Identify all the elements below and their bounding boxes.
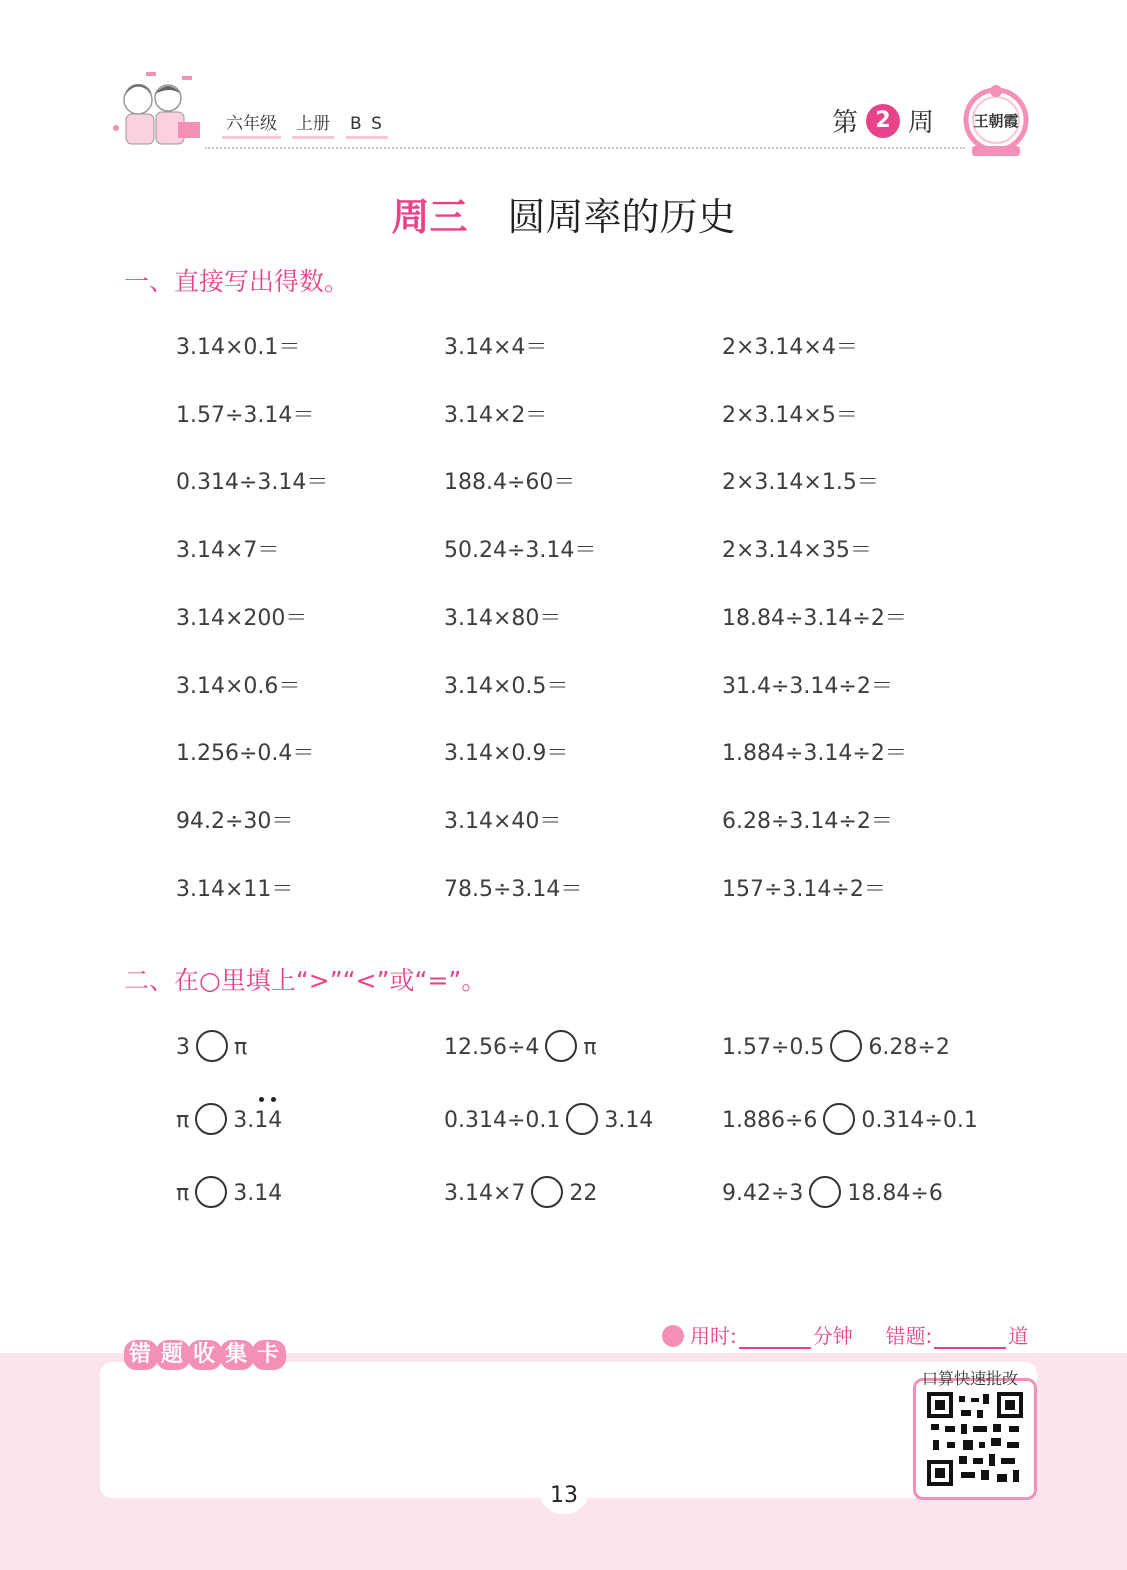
compare-right: 3.14 [233, 1181, 283, 1206]
time-blank[interactable] [739, 1327, 811, 1349]
answer-circle[interactable] [830, 1030, 862, 1062]
brand-logo [962, 82, 1030, 158]
card-label-char: 集 [220, 1340, 254, 1370]
compare-right: 0.314÷0.1 [861, 1108, 978, 1133]
title-day: 周三 [391, 195, 468, 239]
answer-circle[interactable] [566, 1103, 598, 1135]
compare-right: 22 [569, 1181, 598, 1206]
week-prefix: 第 [832, 108, 859, 138]
section2-title: 二、在○里填上“>”“<”或“=”。 [124, 966, 487, 995]
calc-problem: 78.5÷3.14＝ [444, 877, 583, 902]
answer-circle[interactable] [531, 1176, 563, 1208]
compare-problem [176, 1032, 247, 1064]
calc-problem: 0.314÷3.14＝ [176, 470, 329, 495]
compare-problem [176, 1178, 282, 1210]
error-collection-label [124, 1340, 284, 1372]
answer-circle[interactable] [195, 1176, 227, 1208]
compare-left: 3.14×7 [444, 1181, 526, 1206]
compare-problem [722, 1032, 950, 1064]
calc-problem: 31.4÷3.14÷2＝ [722, 674, 893, 699]
answer-circle[interactable] [195, 1103, 227, 1135]
repeat-dot [259, 1097, 264, 1102]
compare-right: 6.28÷2 [868, 1035, 950, 1060]
calc-problem: 3.14×0.9＝ [444, 741, 569, 766]
title-topic: 圆周率的历史 [507, 195, 736, 239]
compare-left: 1.886÷6 [722, 1108, 818, 1133]
errors-blank[interactable] [934, 1327, 1006, 1349]
calc-problem: 3.14×11＝ [176, 877, 294, 902]
compare-problem [176, 1105, 282, 1137]
compare-right: π [234, 1035, 248, 1060]
compare-left: π [176, 1181, 190, 1206]
calc-problem: 1.256÷0.4＝ [176, 741, 315, 766]
time-unit: 分钟 [812, 1324, 853, 1348]
week-suffix: 周 [908, 108, 935, 138]
calc-problem: 18.84÷3.14÷2＝ [722, 606, 907, 631]
card-label-char: 卡 [252, 1340, 286, 1370]
calc-problem: 3.14×80＝ [444, 606, 562, 631]
answer-circle[interactable] [809, 1176, 841, 1208]
qr-code-icon [919, 1384, 1031, 1494]
compare-right: 3.14 [604, 1108, 654, 1133]
compare-left: 3 [176, 1035, 190, 1060]
calc-problem: 2×3.14×5＝ [722, 403, 858, 428]
edition-label: B S [346, 112, 388, 139]
compare-problem [444, 1032, 597, 1064]
compare-problem [722, 1105, 978, 1137]
compare-left: π [176, 1108, 190, 1133]
repeat-dot [271, 1097, 276, 1102]
calc-problem: 1.57÷3.14＝ [176, 403, 315, 428]
calc-problem: 3.14×0.5＝ [444, 674, 569, 699]
volume-label: 上册 [292, 112, 334, 139]
compare-right: π [583, 1035, 597, 1060]
week-indicator [832, 102, 934, 141]
calc-problem: 6.28÷3.14÷2＝ [722, 809, 893, 834]
brand-logo-text: 王朝霞 [973, 112, 1019, 130]
calc-problem: 3.14×7＝ [176, 538, 280, 563]
calc-problem: 3.14×0.6＝ [176, 674, 301, 699]
calc-problem: 157÷3.14÷2＝ [722, 877, 886, 902]
calc-problem: 3.14×2＝ [444, 403, 548, 428]
stopwatch-icon [662, 1325, 684, 1347]
calc-problem: 188.4÷60＝ [444, 470, 576, 495]
errors-unit: 道 [1008, 1324, 1029, 1348]
compare-left: 12.56÷4 [444, 1035, 540, 1060]
calc-problem: 3.14×200＝ [176, 606, 308, 631]
calc-problem: 3.14×40＝ [444, 809, 562, 834]
calc-problem: 94.2÷30＝ [176, 809, 294, 834]
calc-problem: 50.24÷3.14＝ [444, 538, 597, 563]
calc-problem: 3.14×0.1＝ [176, 335, 301, 360]
errors-label: 错题: [885, 1324, 933, 1348]
calc-problem: 2×3.14×4＝ [722, 335, 858, 360]
kids-illustration [108, 72, 208, 154]
section1-title: 一、直接写出得数。 [124, 267, 350, 296]
compare-left: 0.314÷0.1 [444, 1108, 561, 1133]
calc-problem: 2×3.14×1.5＝ [722, 470, 879, 495]
compare-left: 1.57÷0.5 [722, 1035, 825, 1060]
compare-problem [444, 1178, 597, 1210]
compare-left: 9.42÷3 [722, 1181, 804, 1206]
qr-caption: 口算快速批改 [922, 1369, 1019, 1388]
compare-right: 3.14 [233, 1108, 283, 1133]
answer-circle[interactable] [823, 1103, 855, 1135]
qr-code-frame[interactable] [913, 1378, 1037, 1500]
compare-problem [722, 1178, 943, 1210]
repeating-decimal [233, 1108, 282, 1133]
calc-problem: 3.14×4＝ [444, 335, 548, 360]
card-label-char: 收 [188, 1340, 222, 1370]
calc-problem: 2×3.14×35＝ [722, 538, 872, 563]
answer-circle[interactable] [545, 1030, 577, 1062]
compare-right: 18.84÷6 [847, 1181, 943, 1206]
time-record [662, 1320, 1028, 1349]
page-number: 13 [540, 1474, 588, 1514]
card-label-char: 题 [156, 1340, 190, 1370]
time-label: 用时: [690, 1324, 737, 1348]
header-divider [205, 147, 965, 149]
page-title [0, 186, 1127, 241]
compare-problem [444, 1105, 653, 1137]
week-number-badge: 2 [866, 104, 900, 138]
grade-label: 六年级 [222, 112, 281, 139]
answer-circle[interactable] [196, 1030, 228, 1062]
calc-problem: 1.884÷3.14÷2＝ [722, 741, 907, 766]
card-label-char: 错 [124, 1340, 158, 1370]
